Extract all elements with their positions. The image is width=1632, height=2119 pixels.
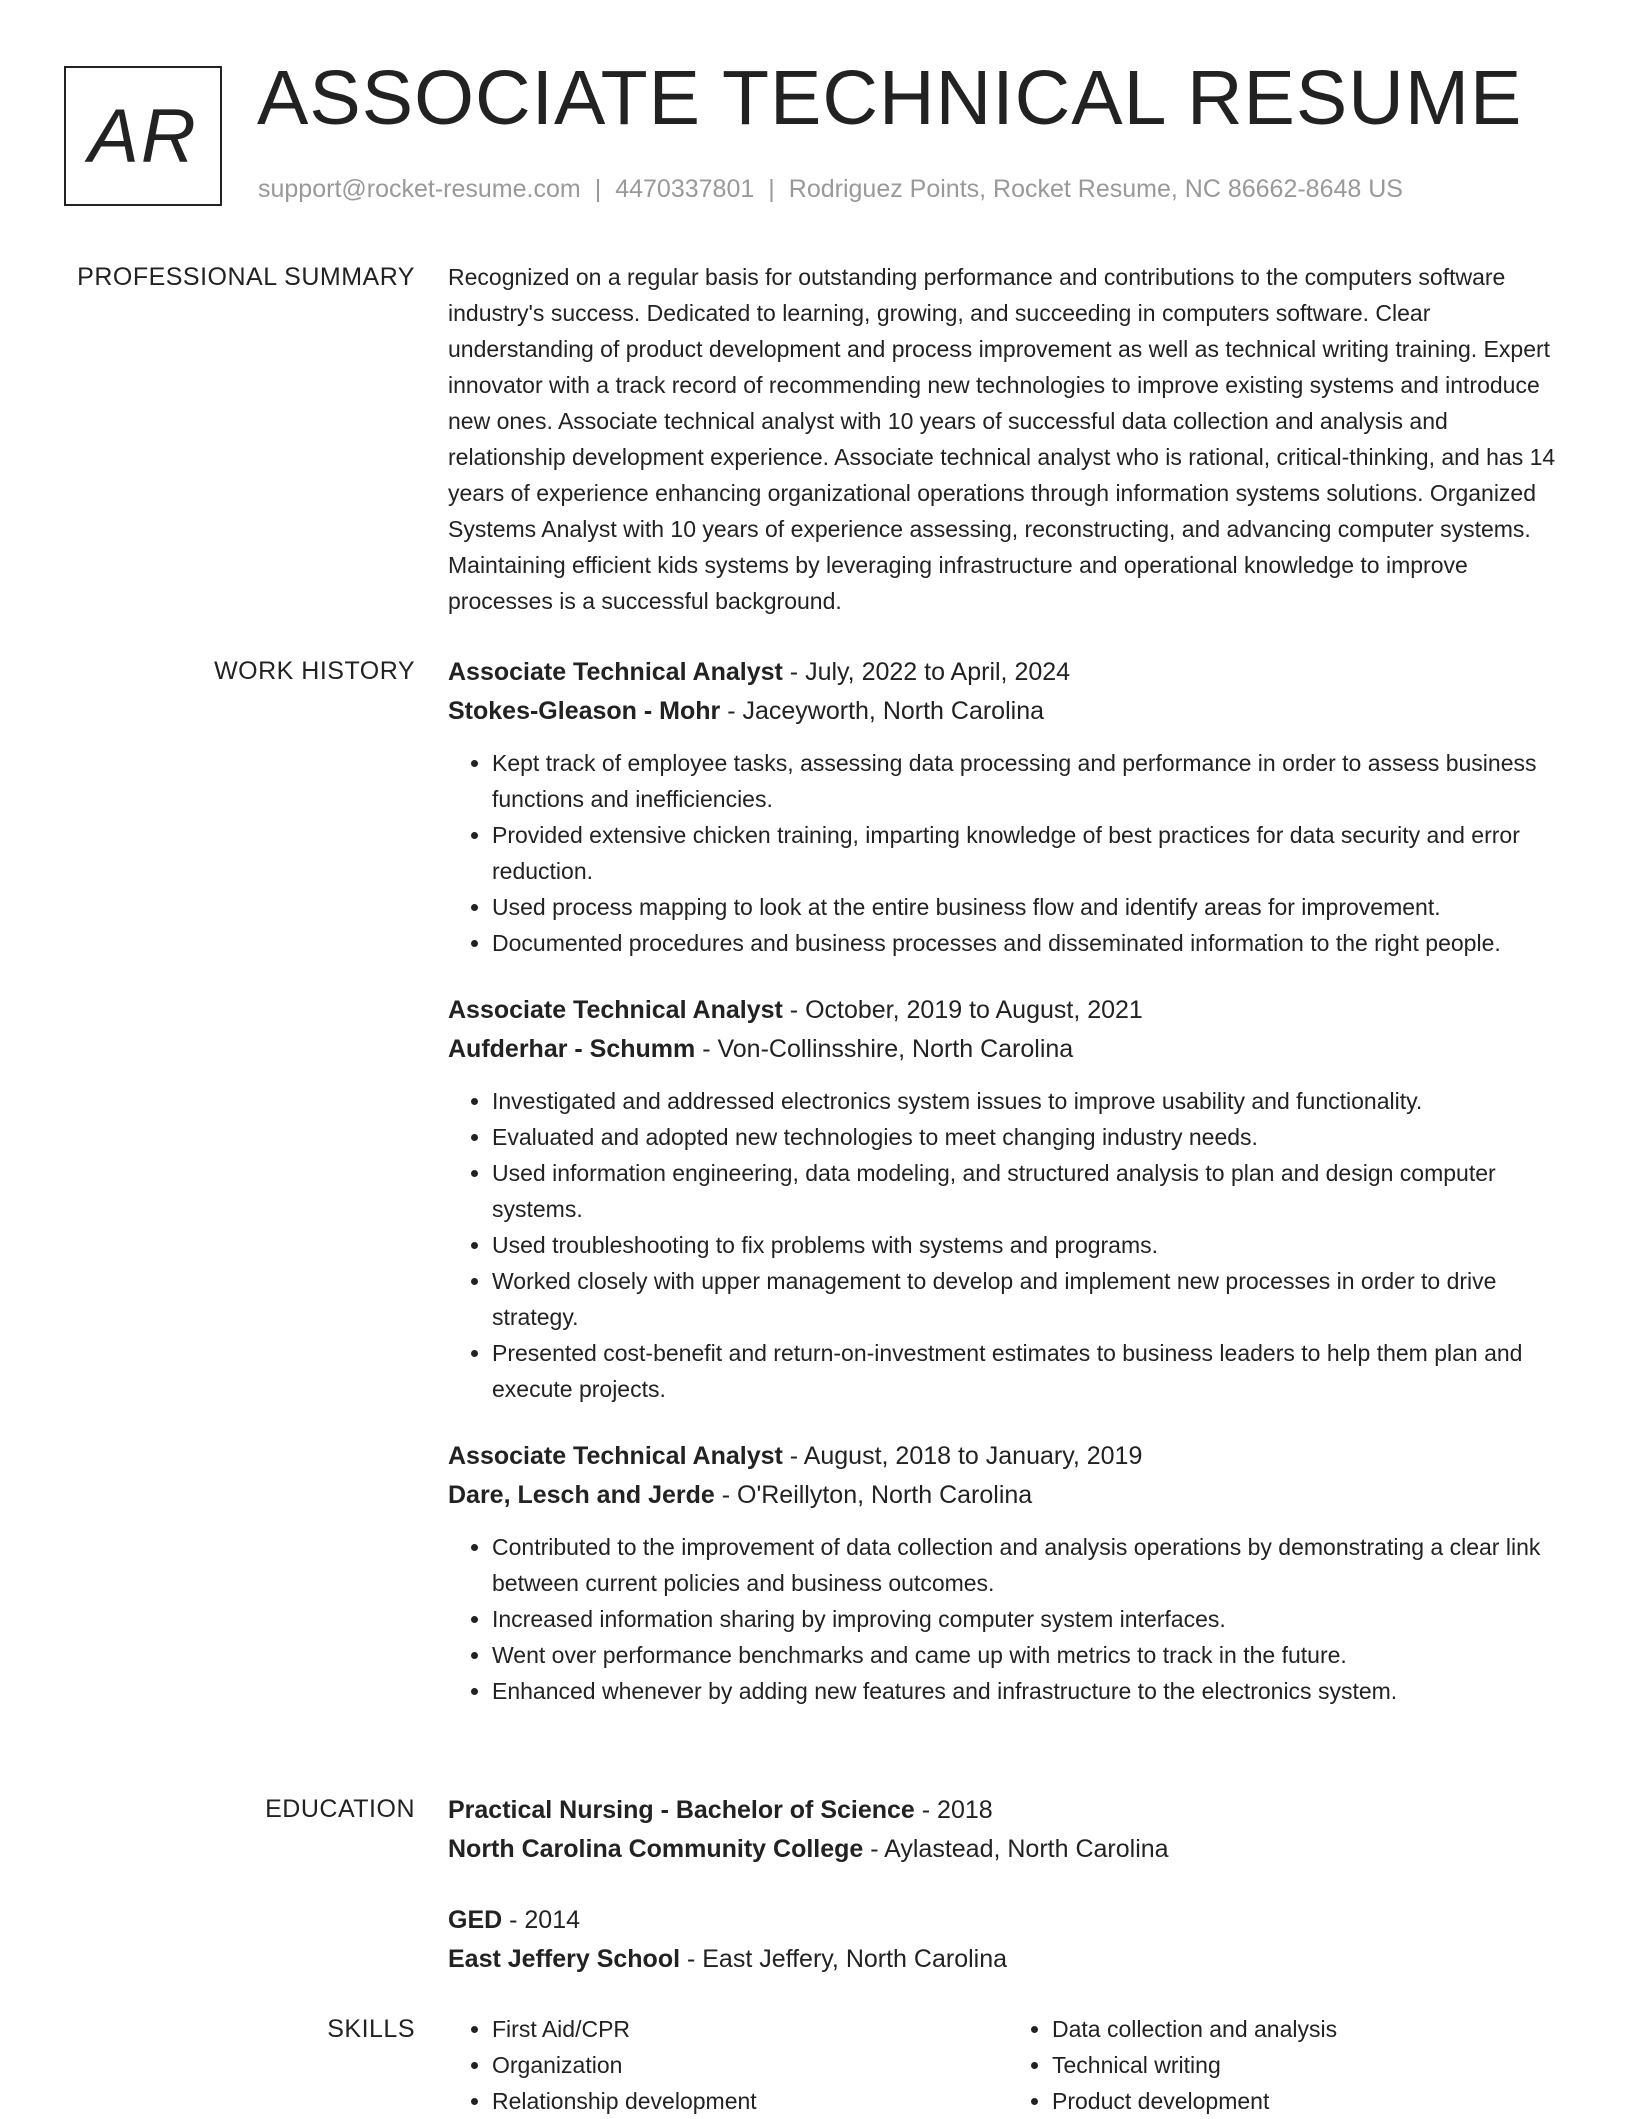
list-item: • Enhanced whenever by adding new features and infrastructure to the electronics system. [492, 1673, 1568, 1709]
list-item: • Technical writing [1052, 2047, 1568, 2083]
address: Rodriguez Points, Rocket Resume, NC 86662-8648 US [788, 175, 1403, 203]
list-item: • Used troubleshooting to fix problems with systems and programs. [492, 1227, 1568, 1263]
monogram-logo: AR [64, 66, 222, 206]
job-company: Aufderhar - Schumm [448, 1035, 696, 1063]
degree: GED [448, 1906, 503, 1934]
education-body [448, 1791, 1568, 2011]
job-location: - Von-Collinsshire, North Carolina [695, 1035, 1074, 1063]
job-entry [448, 653, 1568, 961]
degree: Practical Nursing - Bachelor of Science [448, 1796, 915, 1824]
job-dates: - October, 2019 to August, 2021 [782, 996, 1143, 1024]
list-item: • Product development [1052, 2083, 1568, 2119]
list-item: • Provided extensive chicken training, imparting knowledge of best practices for data security and error reduction. [492, 817, 1568, 889]
list-item: • Evaluated and adopted new technologies to meet changing industry needs. [492, 1119, 1568, 1155]
list-item: • Went over performance benchmarks and came up with metrics to track in the future. [492, 1637, 1568, 1673]
list-item: • Increased information sharing by improving computer system interfaces. [492, 1601, 1568, 1637]
school-location: - Aylastead, North Carolina [863, 1835, 1169, 1863]
job-entry [448, 991, 1568, 1407]
resume-title: ASSOCIATE TECHNICAL RESUME [257, 55, 1523, 141]
job-title-line [448, 1437, 1568, 1476]
list-item: • Data collection and analysis [1052, 2011, 1568, 2047]
summary-heading: PROFESSIONAL SUMMARY [77, 263, 415, 291]
contact-separator: | [594, 175, 602, 203]
job-company: Stokes-Gleason - Mohr [448, 697, 721, 725]
job-location: - Jaceyworth, North Carolina [720, 697, 1044, 725]
list-item: • Relationship development [492, 2083, 1008, 2119]
email-link[interactable]: support@rocket-resume.com [258, 175, 581, 203]
education-entry [448, 1791, 1568, 1869]
list-item: • Used information engineering, data modeling, and structured analysis to plan and design computer systems. [492, 1155, 1568, 1227]
job-bullets [448, 1529, 1568, 1709]
skills-columns [448, 2011, 1568, 2119]
education-entry [448, 1901, 1568, 1979]
list-item: • Presented cost-benefit and return-on-investment estimates to business leaders to help them plan and execute projects. [492, 1335, 1568, 1407]
skills-list-left [448, 2011, 1008, 2119]
job-title-line [448, 991, 1568, 1030]
job-entry [448, 1437, 1568, 1709]
list-item: • Organization [492, 2047, 1008, 2083]
phone-number[interactable]: 4470337801 [615, 175, 755, 203]
contact-separator: | [768, 175, 775, 203]
degree-year: - 2014 [502, 1906, 581, 1934]
work-history-body [448, 653, 1568, 1739]
school-line [448, 1830, 1568, 1869]
job-company: Dare, Lesch and Jerde [448, 1481, 715, 1509]
contact-line [258, 175, 1403, 204]
work-history-heading: WORK HISTORY [214, 657, 415, 685]
degree-year: - 2018 [914, 1796, 993, 1824]
list-item: • First Aid/CPR [492, 2011, 1008, 2047]
skills-list-right [1008, 2011, 1568, 2119]
list-item: • Investigated and addressed electronics system issues to improve usability and functionality. [492, 1083, 1568, 1119]
list-item: • Kept track of employee tasks, assessing data processing and performance in order to assess business functions and inefficiencies. [492, 745, 1568, 817]
school-location: - East Jeffery, North Carolina [680, 1945, 1008, 1973]
job-dates: - August, 2018 to January, 2019 [782, 1442, 1143, 1470]
school: East Jeffery School [448, 1945, 681, 1973]
degree-line [448, 1901, 1568, 1940]
school: North Carolina Community College [448, 1835, 864, 1863]
job-company-line [448, 1476, 1568, 1515]
school-line [448, 1940, 1568, 1979]
job-title: Associate Technical Analyst [448, 996, 783, 1024]
list-item: • Documented procedures and business processes and disseminated information to the right people. [492, 925, 1568, 961]
job-location: - O'Reillyton, North Carolina [714, 1481, 1033, 1509]
degree-line [448, 1791, 1568, 1830]
skills-body [448, 2011, 1568, 2119]
job-dates: - July, 2022 to April, 2024 [782, 658, 1071, 686]
summary-body [448, 259, 1568, 619]
job-company-line [448, 692, 1568, 731]
list-item: • Worked closely with upper management to develop and implement new processes in order to drive strategy. [492, 1263, 1568, 1335]
job-bullets [448, 1083, 1568, 1407]
list-item: • Used process mapping to look at the entire business flow and identify areas for improvement. [492, 889, 1568, 925]
job-company-line [448, 1030, 1568, 1069]
skills-heading: SKILLS [327, 2015, 415, 2043]
job-title: Associate Technical Analyst [448, 1442, 783, 1470]
job-title: Associate Technical Analyst [448, 658, 783, 686]
list-item: • Contributed to the improvement of data collection and analysis operations by demonstrating a clear link between current policies and business outcomes. [492, 1529, 1568, 1601]
job-title-line [448, 653, 1568, 692]
summary-text: Recognized on a regular basis for outstanding performance and contributions to the computers software industry's success. Dedicated to learning, growing, and succeeding in computers software. Clear understanding of product development and process improvement as well as technical writing training. Expert innovator with a track record of recommending new technologies to improve existing systems and introduce new ones. Associate technical analyst with 10 years of successful data collection and analysis and relationship development experience. Associate technical analyst who is rational, critical-thinking, and has 14 years of experience enhancing organizational operations through information systems solutions. Organized Systems Analyst with 10 years of experience assessing, reconstructing, and advancing computer systems. Maintaining efficient kids systems by leveraging infrastructure and operational knowledge to improve processes is a successful background. [448, 264, 1556, 614]
education-heading: EDUCATION [265, 1795, 415, 1823]
job-bullets [448, 745, 1568, 961]
